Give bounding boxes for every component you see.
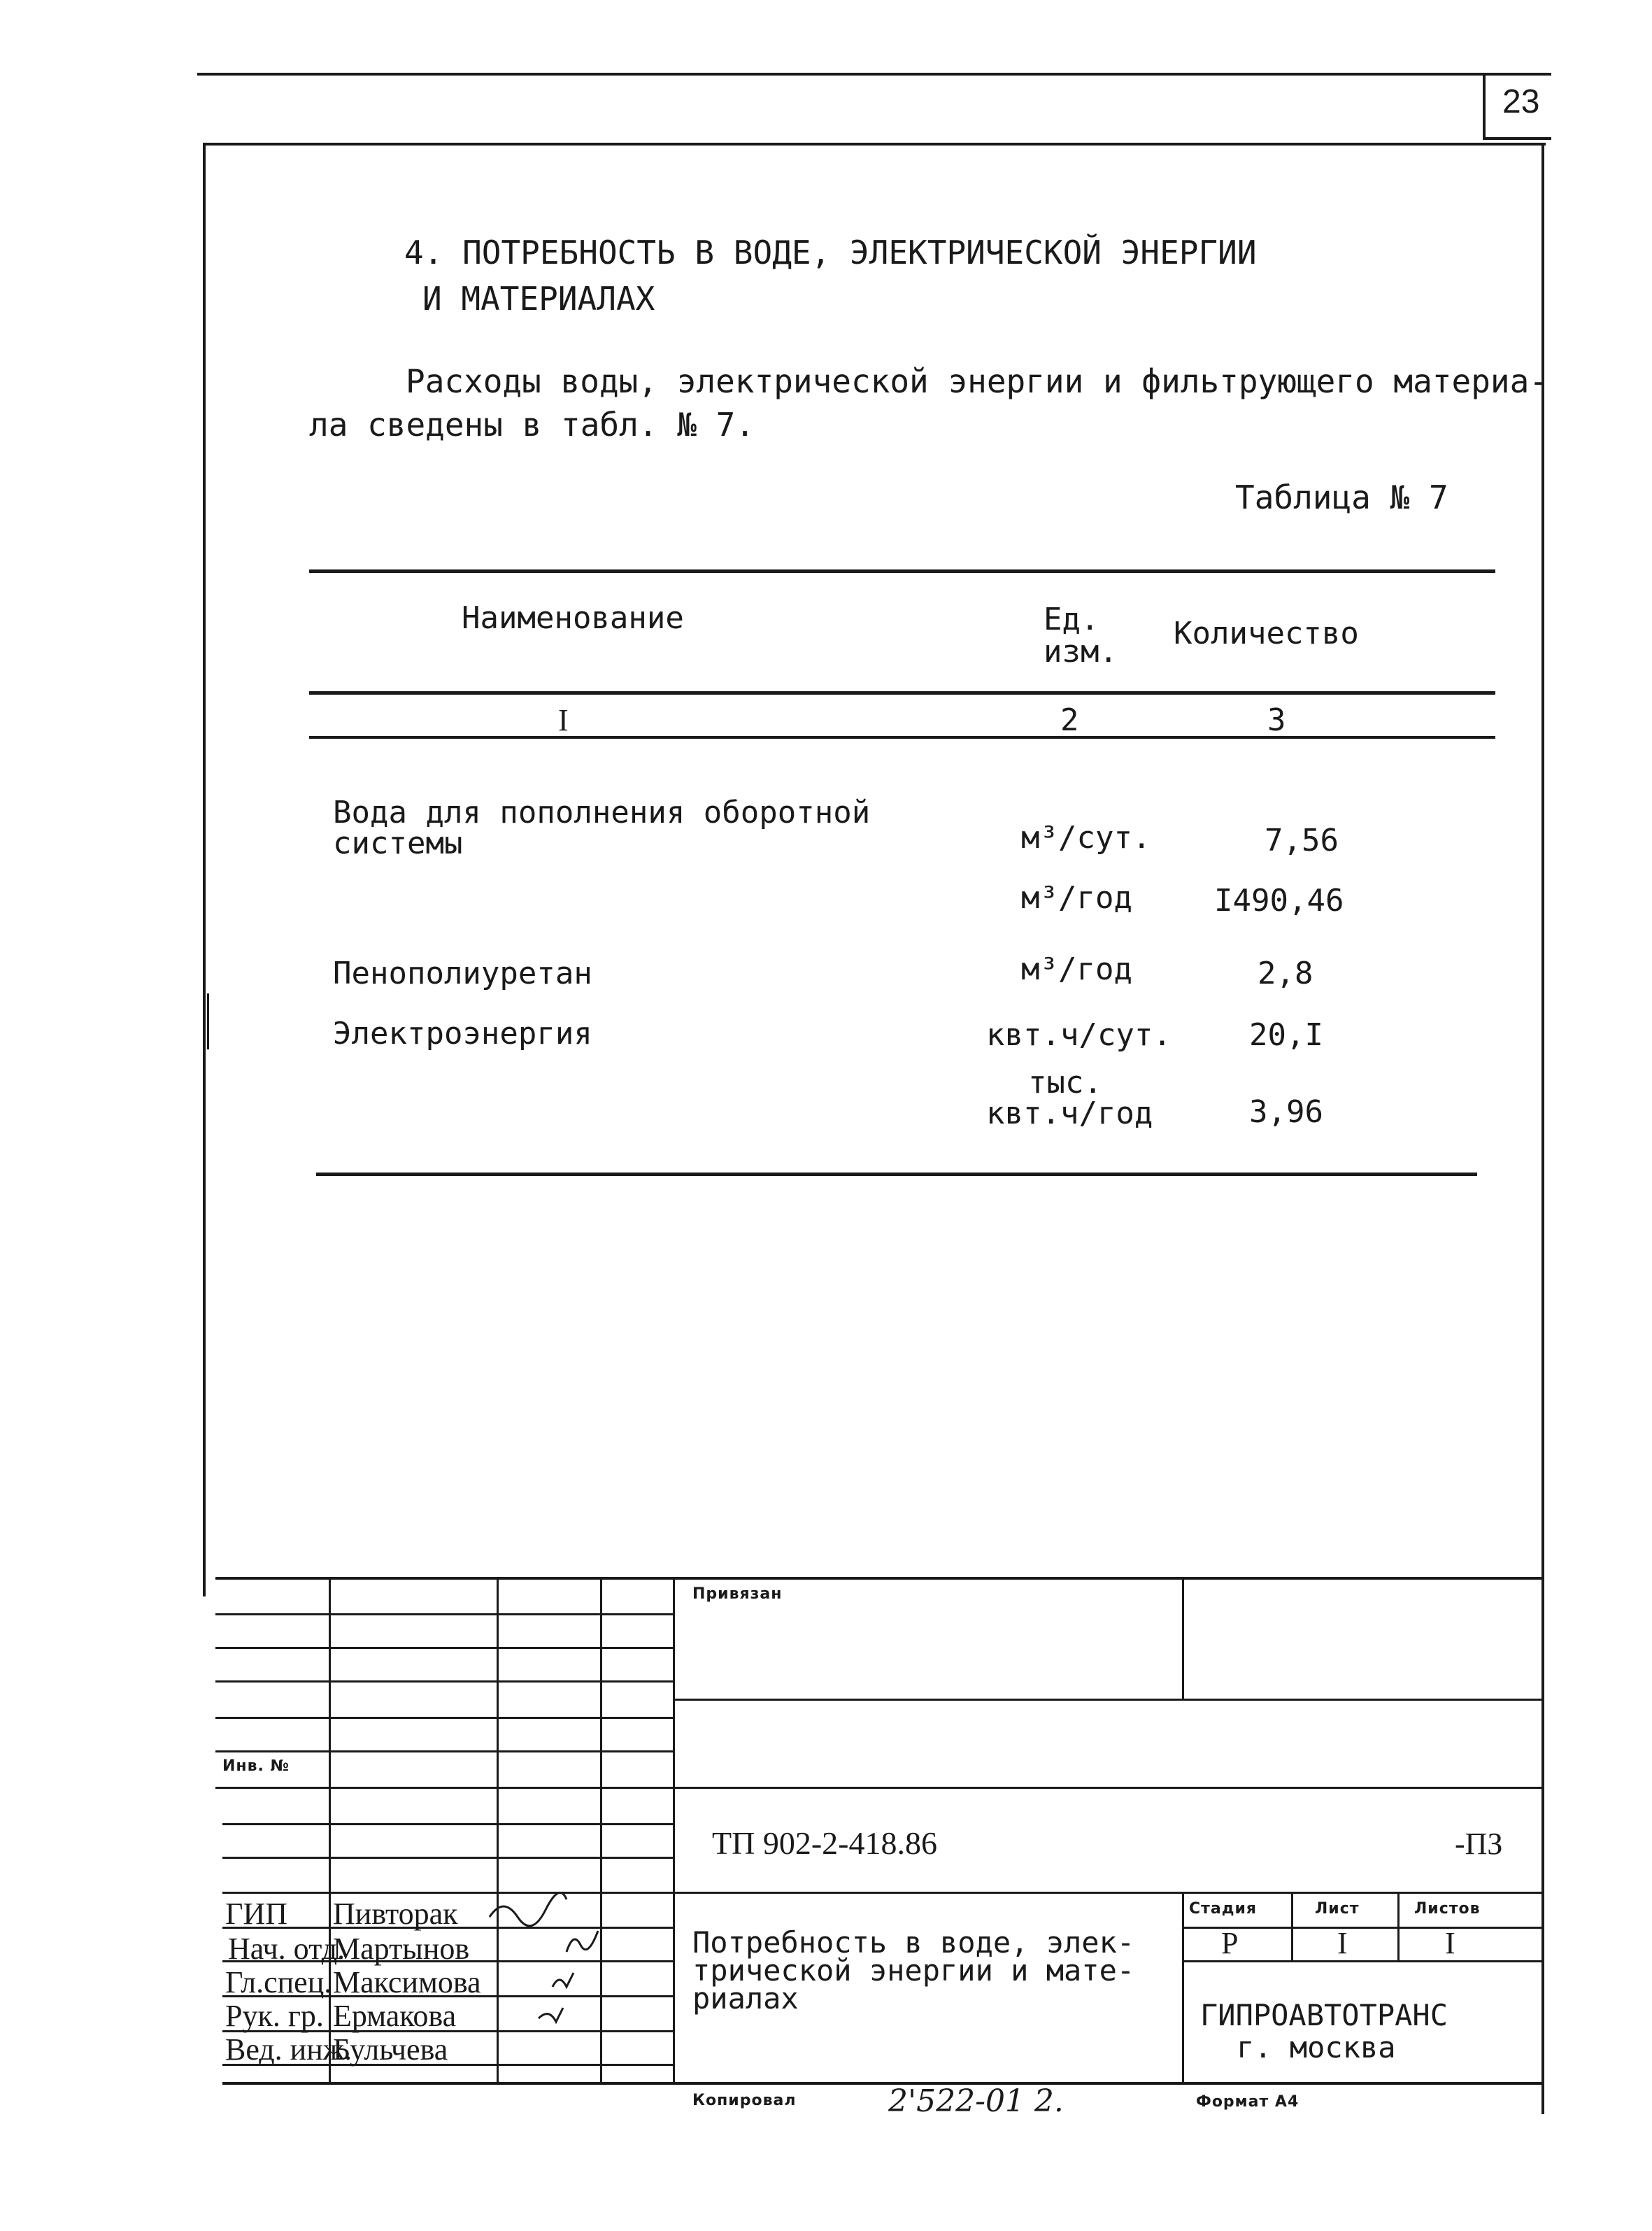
- row1-value: 7,56: [1265, 823, 1339, 858]
- column-number-2: 2: [1060, 702, 1079, 738]
- stamp-title-line1: Потребность в воде, элек-: [692, 1925, 1135, 1960]
- stamp-title-line2: трической энергии и мате-: [692, 1953, 1135, 1988]
- row4-name: Электроэнергия: [333, 1016, 592, 1051]
- sig-name-4: Ермакова: [333, 1999, 457, 2033]
- handwritten-signatures: [476, 1889, 685, 2071]
- stamp-stage-left: [1182, 1892, 1184, 2083]
- row2-unit: м³/год: [1021, 880, 1132, 916]
- doc-code: [712, 1825, 937, 1862]
- stamp-grid-v1: [329, 1577, 331, 2083]
- sheet-value: I: [1337, 1926, 1348, 1960]
- sheets-value: I: [1445, 1926, 1455, 1960]
- row2-value: I490,46: [1214, 883, 1344, 919]
- sig-role-2: Нач. отд.: [228, 1932, 346, 1966]
- sig-role-1: ГИП: [225, 1897, 287, 1931]
- section-title-line2: И МАТЕРИАЛАХ: [422, 280, 655, 318]
- format-label: Формат А4: [1196, 2093, 1299, 2111]
- sig-name-1: Пивторак: [333, 1897, 458, 1931]
- stamp-grid-h5: [215, 1750, 674, 1752]
- table-caption: Таблица № 7: [1235, 479, 1448, 516]
- sig-name-5: Бульчева: [333, 2032, 448, 2067]
- row3-value: 2,8: [1258, 956, 1313, 991]
- frame-right: [1541, 143, 1544, 2114]
- copied-value: 2'522-01 2.: [888, 2083, 1064, 2119]
- row3-name: Пенополиуретан: [333, 956, 592, 991]
- sig-role-3: Гл.спец.: [225, 1965, 332, 1999]
- page-number: 23: [1502, 83, 1540, 120]
- stamp-grid-h2: [215, 1647, 674, 1649]
- section-title-line1: 4. ПОТРЕБНОСТЬ В ВОДЕ, ЭЛЕКТРИЧЕСКОЙ ЭНЕРГИИ: [404, 234, 1257, 271]
- header-unit-line1: Ед.: [1044, 602, 1099, 637]
- table-header-rule: [309, 691, 1495, 695]
- label-inv: Инв. №: [222, 1757, 290, 1775]
- stamp-grid-h7: [222, 1823, 674, 1825]
- signature-scribble-3: [553, 1973, 574, 1987]
- sig-role-4: Рук. гр.: [225, 1999, 324, 2033]
- sheet-label: Лист: [1315, 1900, 1360, 1918]
- sig-name-3: Максимова: [333, 1965, 481, 1999]
- stamp-stage-v1: [1291, 1892, 1293, 1962]
- copied-label: Копировал: [692, 2092, 797, 2109]
- header-unit-line2: изм.: [1044, 634, 1118, 670]
- stamp-stage-v2: [1397, 1892, 1400, 1962]
- row5-value: 3,96: [1249, 1094, 1323, 1130]
- row1-unit: м³/сут.: [1021, 820, 1151, 856]
- signature-scribble-4: [539, 2008, 563, 2022]
- signature-scribble-1: [490, 1892, 567, 1925]
- scan-mark: [207, 993, 209, 1049]
- stamp-grid-h4: [215, 1717, 674, 1719]
- sig-name-2: Мартынов: [333, 1932, 470, 1966]
- stamp-grid-h8: [222, 1857, 674, 1859]
- paragraph-line2: ла сведены в табл. № 7.: [309, 406, 755, 444]
- row4-unit: квт.ч/сут.: [986, 1017, 1172, 1053]
- sig-role-5: Вед. инж.: [225, 2032, 353, 2067]
- stage-value: Р: [1221, 1926, 1239, 1960]
- column-number-3: 3: [1267, 702, 1286, 738]
- row3-unit: м³/год: [1021, 951, 1132, 987]
- frame-top: [203, 143, 1546, 146]
- frame-left: [203, 143, 206, 1596]
- stamp-grid-h9: [222, 1892, 1544, 1894]
- header-quantity: Количество: [1174, 616, 1359, 651]
- stamp-title-line3: риалах: [692, 1981, 799, 2016]
- org-line1: ГИПРОАВТОТРАНС: [1200, 1998, 1448, 2032]
- sheets-label: Листов: [1414, 1900, 1481, 1918]
- row4-value: 20,I: [1249, 1017, 1323, 1053]
- stamp-grid-h1: [215, 1613, 674, 1615]
- stamp-top-line: [215, 1577, 1544, 1580]
- stamp-privyazan-divider: [1182, 1577, 1184, 1700]
- table-top-rule: [309, 569, 1495, 573]
- top-border: [197, 73, 1551, 76]
- row1-name-line2: системы: [333, 826, 463, 861]
- stamp-privyazan-bottom: [673, 1699, 1544, 1701]
- doc-code-text: ТП 902-2-418.86: [712, 1825, 937, 1861]
- row5-unit-line1: тыс.: [1028, 1065, 1102, 1100]
- stamp-grid-h3: [215, 1680, 674, 1683]
- org-line2: г. москва: [1237, 2030, 1396, 2064]
- table-bottom-rule: [316, 1173, 1477, 1176]
- paragraph-line1: Расходы воды, электрической энергии и фильтрующего материа-: [406, 362, 1548, 400]
- table-numbers-rule: [309, 736, 1495, 739]
- row1-name-line1: Вода для пополнения оборотной: [333, 795, 871, 830]
- stage-label: Стадия: [1189, 1900, 1258, 1918]
- stamp-bottom-line: [222, 2082, 1544, 2085]
- stamp-grid-h6: [215, 1787, 1544, 1789]
- header-name: Наименование: [462, 600, 684, 636]
- doc-suffix: -ПЗ: [1455, 1827, 1503, 1861]
- signature-scribble-2: [567, 1931, 598, 1952]
- column-number-1: I: [558, 703, 569, 737]
- row5-unit: квт.ч/год: [986, 1096, 1153, 1131]
- label-privyazan: Привязан: [692, 1585, 783, 1603]
